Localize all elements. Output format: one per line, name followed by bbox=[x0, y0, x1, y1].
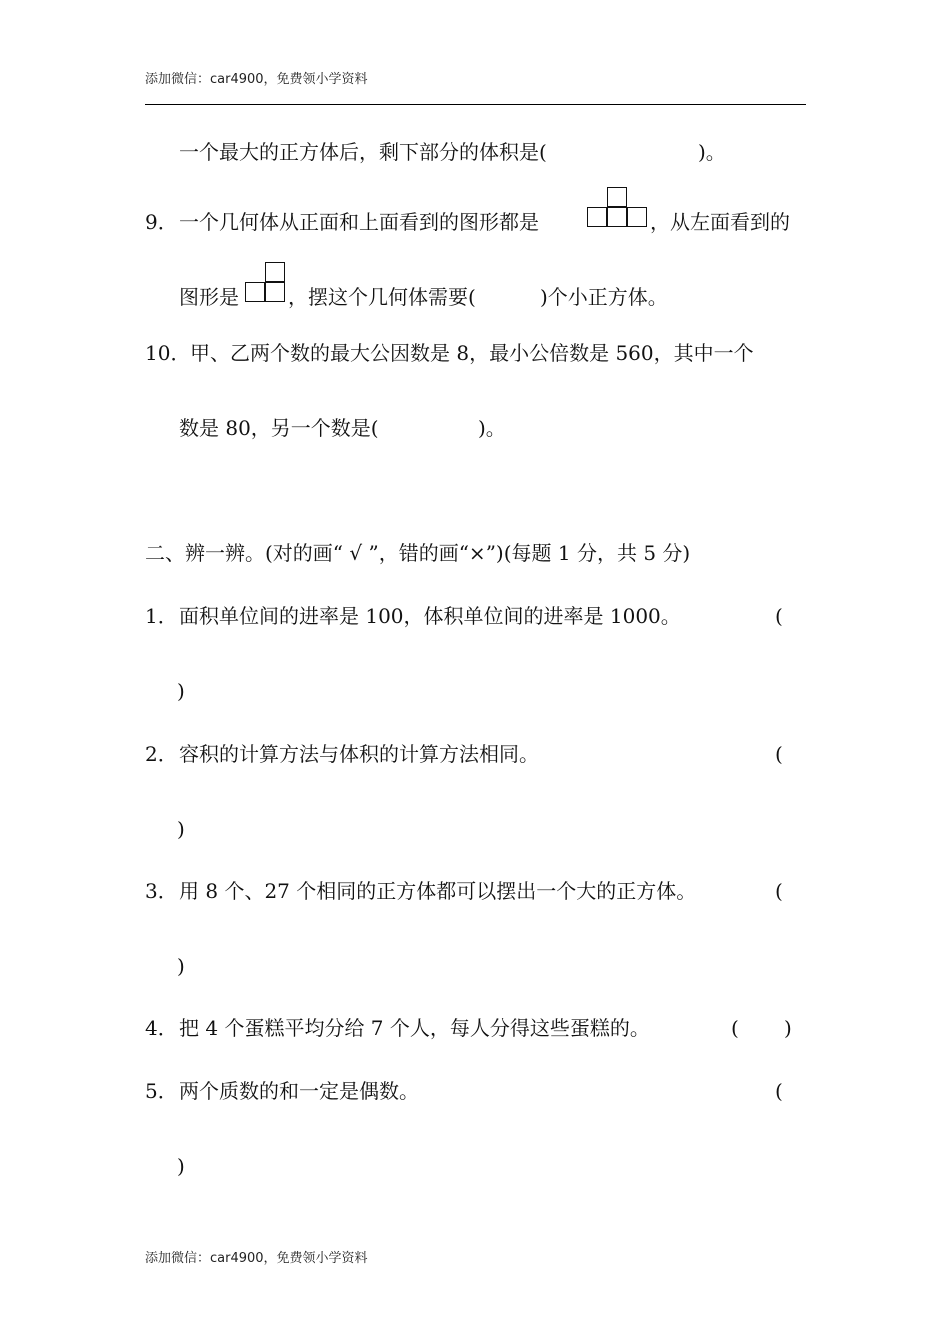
judge-item-2-bracket-open: ( bbox=[775, 742, 783, 766]
judge-item-1-number: 1． bbox=[145, 604, 178, 628]
q10-number: 10． bbox=[145, 341, 191, 365]
judge-item-4-bracket-open: ( bbox=[731, 1016, 739, 1040]
judge-item-3-bracket-close: ) bbox=[177, 954, 185, 978]
q9-line1-b: ，从左面看到的 bbox=[650, 210, 790, 234]
judge-item-4-text: 把 4 个蛋糕平均分给 7 个人，每人分得这些蛋糕的。 bbox=[179, 1016, 650, 1040]
judge-item-1-bracket-close: ) bbox=[177, 679, 185, 703]
q9-line2-b: ，摆这个几何体需要( bbox=[288, 285, 476, 309]
judge-item-5-bracket-open: ( bbox=[775, 1079, 783, 1103]
header-rule bbox=[145, 104, 806, 105]
judge-item-3-text: 用 8 个、27 个相同的正方体都可以摆出一个大的正方体。 bbox=[179, 879, 697, 903]
q9-line2-c: )个小正方体。 bbox=[540, 285, 668, 309]
judge-item-2-bracket-close: ) bbox=[177, 817, 185, 841]
judge-item-4-bracket-close: ) bbox=[784, 1016, 792, 1040]
q10-line2-b: )。 bbox=[478, 416, 506, 440]
q9-line1-a: 一个几何体从正面和上面看到的图形都是 bbox=[179, 210, 539, 234]
judge-item-3-number: 3． bbox=[145, 879, 178, 903]
q9-number: 9． bbox=[145, 210, 178, 234]
judge-item-3-bracket-open: ( bbox=[775, 879, 783, 903]
judge-item-1-text: 面积单位间的进率是 100，体积单位间的进率是 1000。 bbox=[179, 604, 681, 628]
judge-item-5-text: 两个质数的和一定是偶数。 bbox=[179, 1079, 419, 1103]
q8-blank-close: )。 bbox=[698, 140, 726, 164]
header-note: 添加微信：car4900，免费领小学资料 bbox=[145, 72, 368, 87]
section-2-heading: 二、辨一辨。(对的画“ √ ”，错的画“×”)(每题 1 分，共 5 分) bbox=[145, 541, 691, 565]
judge-item-5-bracket-close: ) bbox=[177, 1154, 185, 1178]
q9-left-view-figure bbox=[245, 262, 287, 303]
q9-front-top-view-figure bbox=[587, 187, 649, 228]
judge-item-2-number: 2． bbox=[145, 742, 178, 766]
q8-continuation: 一个最大的正方体后，剩下部分的体积是( bbox=[179, 140, 547, 164]
q9-line2-a: 图形是 bbox=[179, 285, 239, 309]
judge-item-1-bracket-open: ( bbox=[775, 604, 783, 628]
footer-note: 添加微信：car4900，免费领小学资料 bbox=[145, 1251, 368, 1266]
judge-item-4-number: 4． bbox=[145, 1016, 178, 1040]
judge-item-2-text: 容积的计算方法与体积的计算方法相同。 bbox=[179, 742, 539, 766]
q10-line2-a: 数是 80，另一个数是( bbox=[179, 416, 379, 440]
q10-line1: 甲、乙两个数的最大公因数是 8，最小公倍数是 560，其中一个 bbox=[190, 341, 754, 365]
judge-item-5-number: 5． bbox=[145, 1079, 178, 1103]
